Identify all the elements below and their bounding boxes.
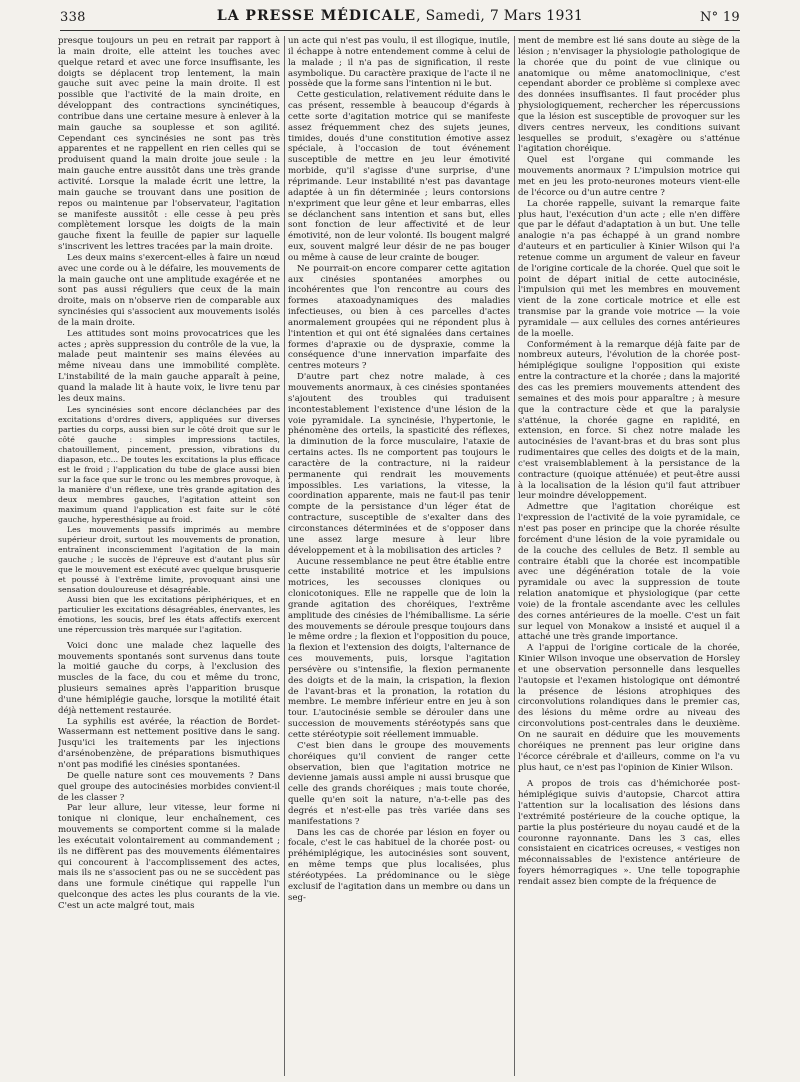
paragraph: A l'appui de l'origine corticale de la chorée, Kinier Wilson invoque une observation de Horsley et une observation personnelle dans lesquelles l'autopsie et l'examen histologique ont démontré la présence de lésions atrophiques des circonvolutions rolandiques dans le premier cas, des lésions du même ordre au niveau des circonvolutions post-centrales dans le deuxième. On ne saurait en déduire que les mouvements choréiques ne prennent pas leur origine dans l'écorce cérébrale et d'ailleurs, comme on l'a vu plus haut, ce n'est pas l'opinion de Kinier Wilson. xyxy=(518,643,740,773)
page-number: 338 xyxy=(60,10,86,25)
paragraph: Conformément à la remarque déjà faite par de nombreux auteurs, l'évolution de la chorée post-hémiplégique souligne l'opposition qui existe entre la contracture et la chorée ; dans la majorité des cas les premiers mouvements attendent des semaines et des mois pour apparaître ; à mesure que la contracture cède et que la paralysie s'atténue, la chorée gagne en rapidité, en extension, en force. Si chez notre malade les autocinésies de l'avant-bras et du bras sont plus rudimentaires que celles des doigts et de la main, c'est vraisemblablement à la persistance de la contracture (quoique atténuée) et peut-être aussi à la localisation de la lésion qu'il faut attribuer leur moindre développement. xyxy=(518,339,740,502)
paragraph: Ne pourrait-on encore comparer cette agitation aux cinésies spontanées amorphes ou incohérentes que l'on rencontre au cours des formes ataxoadynamiques des maladies infectieuses, ou bien à ces parcelles d'actes anormalement groupées qui ne répondent plus à l'intention et qui ont été signalées dans certaines formes d'apraxie ou de dyspraxie, comme la conséquence d'une innervation imparfaite des centres moteurs ? xyxy=(288,263,510,372)
paragraph: Quel est l'organe qui commande les mouvements anormaux ? L'impulsion motrice qui met en jeu les proto-neurones moteurs vient-elle de l'écorce ou d'un autre centre ? xyxy=(518,155,740,198)
text-column-2 xyxy=(288,36,510,1076)
text-column-3 xyxy=(518,36,740,1076)
paragraph: La chorée rappelle, suivant la remarque faite plus haut, l'exécution d'un acte ; elle n'en diffère que par le défaut d'adaptation à un but. Une telle analogie n'a pas échappé à un grand nombre d'auteurs et en particulier à Kinier Wilson qui l'a retenue comme un argument de valeur en faveur de l'origine corticale de la chorée. Quel que soit le point de départ initial de cette autocinésie, l'impulsion qui met les membres en mouvement vient de la zone corticale motrice et elle est transmise par la grande voie motrice — la voie pyramidale — aux cellules des cornes antérieures de la moelle. xyxy=(518,198,740,339)
paragraph: A propos de trois cas d'hémichorée post-hémiplégique suivis d'autopsie, Charcot attira l'attention sur la localisation des lésions dans l'extrémité postérieure de la couche optique, la partie la plus postérieure du noyau caudé et de la couronne rayonnante. Dans les 3 cas, elles consistaient en cicatrices ocreuses, « vestiges non méconnaissables de l'existence antérieure de foyers hémorragiques ». Une telle topographie rendait assez bien compte de la fréquence de xyxy=(518,779,740,887)
paragraph: Aussi bien que les excitations périphériques, et en particulier les excitations désagréables, énervantes, les émotions, les soucis, bref les états affectifs exercent une répercussion très marquée sur l'agitation. xyxy=(58,594,280,634)
journal-name: LA PRESSE MÉDICALE xyxy=(216,8,417,24)
paragraph: un acte qui n'est pas voulu, il est illogique, inutile, il échappe à notre entendement comme à celui de la malade ; il n'a pas de signification, il reste asymbolique. Du caractère praxique de l'acte il ne possède que la forme sans l'intention ni le but. xyxy=(288,36,510,90)
paragraph: Aucune ressemblance ne peut être établie entre cette instabilité motrice et les impulsions motrices, les secousses cloniques ou clonicotoniques. Elle ne rappelle que de loin la grande agitation des choréiques, l'extrême amplitude des cinésies de l'hémiballisme. La série des mouvements se déroule presque toujours dans le même ordre ; la flexion et l'opposition du pouce, la flexion et l'extension des doigts, l'alternance de ces mouvements, puis, lorsque l'agitation persévère ou s'intensifie, la flexion permanente des doigts et de la main, la crispation, la flexion de l'avant-bras et la pronation, la rotation du membre. Le membre inférieur entre en jeu à son tour. L'autocinésie semble se dérouler dans une succession de mouvements stéréotypés sans que cette stéréotypie soit réellement immuable. xyxy=(288,556,510,740)
paragraph: Les attitudes sont moins provocatrices que les actes ; après suppression du contrôle de la vue, la malade peut maintenir ses mains élevées au même niveau dans une immobilité complète. L'instabilité de la main gauche apparaît à peine, quand la malade lit à haute voix, le livre tenu par les deux mains. xyxy=(58,328,280,404)
paragraph: C'est bien dans le groupe des mouvements choréiques qu'il convient de ranger cette observation, bien que l'agitation motrice ne devienne jamais aussi ample ni aussi brusque que celle des grands choréiques ; mais toute chorée, quelle qu'en soit la nature, n'a-t-elle pas des degrés et n'est-elle pas très variée dans ses manifestations ? xyxy=(288,740,510,827)
paragraph: presque toujours un peu en retrait par rapport à la main droite, elle atteint les touches avec quelque retard et avec une force insuffisante, les doigts se déplacent trop lentement, la main gauche suit avec peine la main droite. Il est possible que l'activité de la main droite, en développant des contractions syncinétiques, contribue dans une certaine mesure à enlever à la main gauche sa souplesse et son agilité. Cependant ces syncinésies ne sont pas très apparentes et ne rappellent en rien celles qui se produisent quand la main droite joue seule : la main gauche entre aussitôt dans une très grande activité. Lorsque la malade écrit une lettre, la main gauche se trouvant dans une position de repos ou maintenue par l'observateur, l'agitation se manifeste aussitôt : elle cesse à peu près complètement lorsque les doigts de la main gauche fixent la feuille de papier sur laquelle s'inscrivent les lettres tracées par la main droite. xyxy=(58,36,280,253)
column-divider-2 xyxy=(514,36,515,1076)
paragraph: La syphilis est avérée, la réaction de Bordet-Wassermann est nettement positive dans le sang. Jusqu'ici les traitements par les injections d'arsénobenzène, de préparations bismuthiques n'ont pas modifié les cinésies spontanées. xyxy=(58,716,280,770)
issue-number: N° 19 xyxy=(699,10,740,25)
paragraph: Les syncinésies sont encore déclanchées par des excitations d'ordres divers, appliquées sur diverses parties du corps, aussi bien sur le côté droit que sur le côté gauche : simples impressions tactiles, chatouillement, pincement, pression, vibrations du diapason, etc... De toutes les excitations la plus efficace est le froid ; l'application du tube de glace aussi bien sur la face que sur le tronc ou les membres provoque, à la manière d'un réflexe, une très grande agitation des deux membres gauches, l'agitation atteint son maximum quand l'application est faite sur le côté gauche, hyperesthésique au froid. xyxy=(58,404,280,524)
journal-title xyxy=(60,8,740,24)
page-header xyxy=(60,8,740,30)
paragraph: Voici donc une malade chez laquelle des mouvements spontanés sont survenus dans toute la moitié gauche du corps, à l'exclusion des muscles de la face, du cou et même du tronc, plusieurs semaines après l'apparition brusque d'une hémiplégie gauche, lorsque la motilité était déjà nettement restaurée. xyxy=(58,640,280,716)
paragraph: Dans les cas de chorée par lésion en foyer ou focale, c'est le cas habituel de la chorée post- ou préhémiplégique, les autocinésies sont souvent, en même temps que plus localisées, plus stéréotypées. La prédominance ou le siège exclusif de l'agitation dans un membre ou dans un seg- xyxy=(288,827,510,903)
paragraph: Admettre que l'agitation choréique est l'expression de l'activité de la voie pyramidale, ce n'est pas poser en principe que la chorée résulte forcément d'une lésion de la voie pyramidale ou de la couche des cellules de Betz. Il semble au contraire établi que la chorée est incompatible avec une dégénération totale de la voie pyramidale ou avec la suppression de toute relation anatomique et physiologique (par cette voie) de la frontale ascendante avec les cellules des cornes antérieures de la moelle. C'est un fait sur lequel von Monakow a insisté et auquel il a attaché une très grande importance. xyxy=(518,502,740,643)
paragraph: De quelle nature sont ces mouvements ? Dans quel groupe des autocinésies morbides convient-il de les classer ? xyxy=(58,770,280,803)
paragraph: Les mouvements passifs imprimés au membre supérieur droit, surtout les mouvements de pronation, entraînent inconsciemment l'agitation de la main gauche ; le succès de l'épreuve est d'autant plus sûr que le mouvement est exécuté avec quelque brusquerie et poussé à l'extrême limite, provoquant ainsi une sensation douloureuse et désagréable. xyxy=(58,524,280,594)
paragraph: Cette gesticulation, relativement réduite dans le cas présent, ressemble à beaucoup d'égards à cette sorte d'agitation motrice qui se manifeste assez fréquemment chez des sujets jeunes, timides, doués d'une constitution émotive assez spéciale, à l'occasion de tout événement susceptible de mettre en jeu leur émotivité morbide, qu'il s'agisse d'une surprise, d'une réprimande. Leur instabilité n'est pas davantage adaptée à un fin déterminée ; leurs contorsions n'expriment que leur gêne et leur embarras, elles se déclanchent sans intention et sans but, elles sont fonction de leur affectivité et de leur émotivité, non de leur volonté. Ils bougent malgré eux, souvent malgré leur désir de ne pas bouger ou même à cause de leur crainte de bouger. xyxy=(288,90,510,263)
header-rule xyxy=(60,30,740,31)
paragraph: ment de membre est lié sans doute au siège de la lésion ; n'envisager la physiologie pathologique de la chorée que du point de vue clinique ou anatomique ou même anatomoclinique, c'est cependant aborder ce problème si complexe avec des données insuffisantes. Il faut procéder plus physiologiquement, rechercher les répercussions que la lésion est susceptible de provoquer sur les divers centres nerveux, les conditions suivant lesquelles se produit, s'exagère ou s'atténue l'agitation choréique. xyxy=(518,36,740,155)
text-column-1 xyxy=(58,36,280,1076)
issue-date: , Samedi, 7 Mars 1931 xyxy=(416,8,584,24)
paragraph: Les deux mains s'exercent-elles à faire un nœud avec une corde ou à le défaire, les mouvements de la main gauche ont une amplitude exagérée et ne sont pas aussi réguliers que ceux de la main droite, mais on n'observe rien de comparable aux syncinésies qui s'associent aux mouvements isolés de la main droite. xyxy=(58,252,280,328)
paragraph: D'autre part chez notre malade, à ces mouvements anormaux, à ces cinésies spontanées s'ajoutent des troubles qui traduisent incontestablement l'existence d'une lésion de la voie pyramidale. La syncinésie, l'hypertonie, le phénomène des orteils, la spasticité des réflexes, la diminution de la force musculaire, l'ataxie de certains actes. Ils ne comportent pas toujours le caractère de la contracture, ni la raideur permanente qui rendrait les mouvements impossibles. Les variations, la vitesse, la coordination apparente, mais ne faut-il pas tenir compte de la persistance d'un léger état de contracture, susceptible de s'exalter dans des circonstances déterminées et de s'opposer dans une assez large mesure à leur libre développement et à la mobilisation des articles ? xyxy=(288,372,510,556)
paragraph: Par leur allure, leur vitesse, leur forme ni tonique ni clonique, leur enchaînement, ces mouvements se comportent comme si la malade les exécutait volontairement au commandement ; ils ne diffèrent pas des mouvements élémentaires qui concourent à l'accomplissement des actes, mais ils ne s'associent pas ou ne se succèdent pas dans une formule cinétique qui rappelle l'un quelconque des actes les plus courants de la vie. C'est un acte malgré tout, mais xyxy=(58,803,280,911)
column-divider-1 xyxy=(284,36,285,1076)
